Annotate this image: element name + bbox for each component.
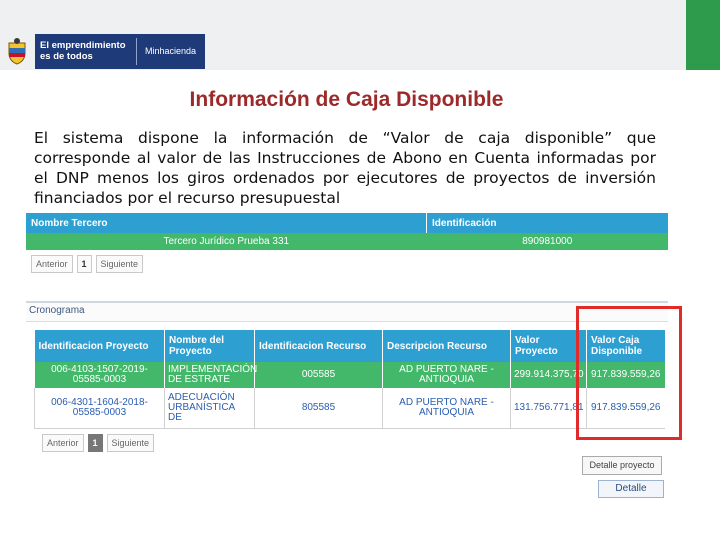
pager-top: [31, 255, 143, 273]
page-1-button[interactable]: 1: [77, 255, 92, 273]
valor-caja-cell: 917.839.559,26: [587, 388, 665, 429]
ministry-brand-banner: [35, 34, 205, 69]
cronograma-label: Cronograma: [29, 305, 85, 316]
id-proyecto-cell: 006-4301-1604-2018-05585-0003: [35, 388, 165, 429]
valor-proyecto-cell: 131.756.771,81: [511, 388, 587, 429]
page-title: Información de Caja Disponible: [189, 88, 504, 111]
col-nombre-proyecto: Nombre del Proyecto: [165, 330, 255, 362]
cronograma-table: [34, 330, 665, 429]
nombre-proyecto-cell: ADECUACIÓN URBANÍSTICA DE: [165, 388, 255, 429]
col-identificacion-recurso: Identificacion Recurso: [255, 330, 383, 362]
detalle-button[interactable]: Detalle: [598, 480, 664, 498]
tercero-header-row: [26, 213, 668, 233]
valor-proyecto-cell: 299.914.375,70: [511, 362, 587, 388]
col-valor-proyecto: Valor Proyecto: [511, 330, 587, 362]
nombre-proyecto-cell: IMPLEMENTACIÓN DE ESTRATE: [165, 362, 255, 388]
id-proyecto-cell: 006-4103-1507-2019-05585-0003: [35, 362, 165, 388]
valor-caja-cell: 917.839.559,26: [587, 362, 665, 388]
table-row[interactable]: [35, 388, 665, 429]
brand-divider: [136, 38, 137, 65]
table-row[interactable]: [26, 233, 668, 250]
col-descripcion-recurso: Descripcion Recurso: [383, 330, 511, 362]
description-paragraph: El sistema dispone la información de “Valor de caja disponible” que corresponde al valor de las Instrucciones de Abono en Cuenta informadas por el DNP menos los giros ordenados por ejecutores de proyectos de inversión financiados por el recurso presupuestal: [34, 129, 656, 207]
brand-slogan: [40, 40, 134, 62]
accent-green-bar: [686, 0, 720, 70]
prev-page-button[interactable]: Anterior: [31, 255, 73, 273]
prev-page-button[interactable]: Anterior: [42, 434, 84, 452]
next-page-button[interactable]: Siguiente: [96, 255, 144, 273]
highlight-box: [576, 306, 682, 440]
brand-line-2: es de todos: [40, 51, 93, 62]
col-valor-caja-disponible: Valor Caja Disponible: [587, 330, 665, 362]
descripcion-recurso-cell: AD PUERTO NARE - ANTIOQUIA: [383, 388, 511, 429]
col-identificacion-proyecto: Identificacion Proyecto: [35, 330, 165, 362]
cronograma-header-row: [35, 330, 665, 362]
descripcion-recurso-cell: AD PUERTO NARE - ANTIOQUIA: [383, 362, 511, 388]
table-row[interactable]: [35, 362, 665, 388]
tercero-name-cell: Tercero Jurídico Prueba 331: [26, 233, 427, 250]
page-1-button[interactable]: 1: [88, 434, 103, 452]
colombia-coat-of-arms-icon: [5, 37, 29, 65]
id-recurso-cell: 005585: [255, 362, 383, 388]
tercero-table: [26, 213, 668, 250]
ministry-name: Minhacienda: [145, 46, 197, 56]
id-recurso-cell: 805585: [255, 388, 383, 429]
brand-line-1: El emprendimiento: [40, 40, 126, 51]
col-identificacion: Identificación: [427, 213, 669, 233]
pager-bottom: [42, 434, 154, 452]
col-nombre-tercero: Nombre Tercero: [26, 213, 427, 233]
cronograma-section-header: [26, 301, 668, 322]
tercero-id-cell: 890981000: [427, 233, 669, 250]
detalle-proyecto-button[interactable]: Detalle proyecto: [582, 456, 662, 475]
next-page-button[interactable]: Siguiente: [107, 434, 155, 452]
